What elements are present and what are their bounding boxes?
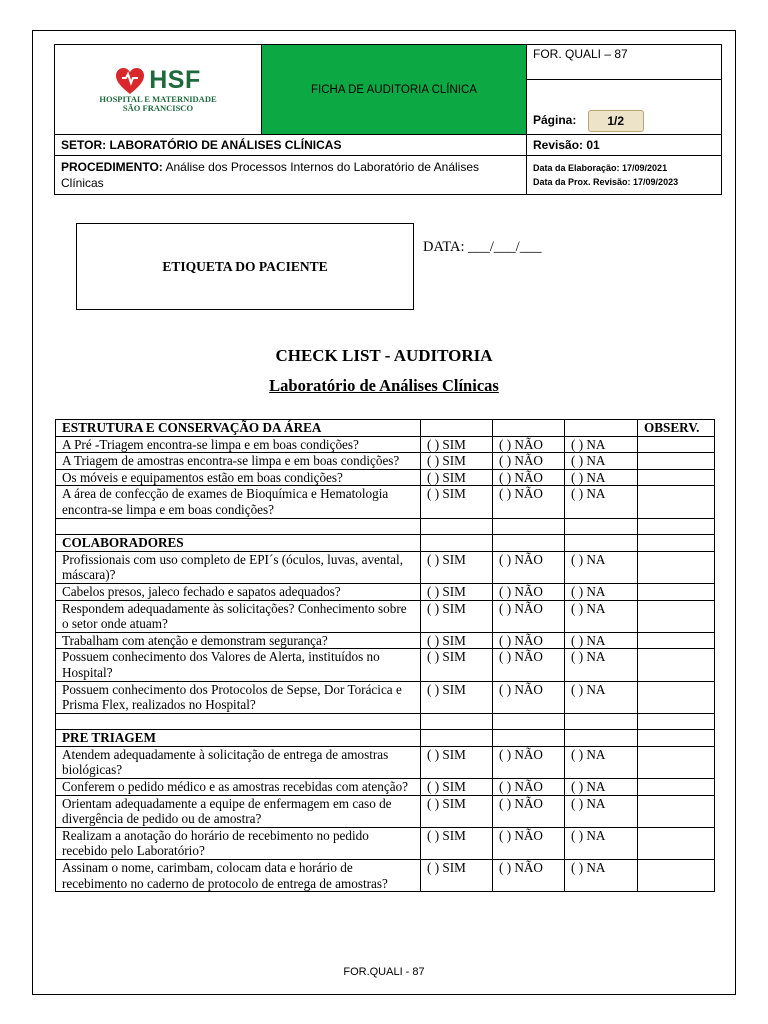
section-blank-cell (421, 420, 493, 437)
logo-cell (55, 45, 262, 135)
checklist-row (56, 827, 715, 859)
option-sim[interactable]: ( ) SIM (421, 436, 493, 453)
dates-cell (527, 156, 722, 195)
section-blank-cell (493, 420, 565, 437)
option-na[interactable]: ( ) NA (565, 436, 638, 453)
spacer-cell (638, 518, 715, 535)
option-na[interactable]: ( ) NA (565, 827, 638, 859)
checklist-row (56, 860, 715, 892)
option-na[interactable]: ( ) NA (565, 681, 638, 713)
option-nao[interactable]: ( ) NÃO (493, 469, 565, 486)
checklist-question: Os móveis e equipamentos estão em boas condições? (56, 469, 421, 486)
sector-cell: SETOR: LABORATÓRIO DE ANÁLISES CLÍNICAS (55, 135, 527, 156)
section-blank-cell (421, 535, 493, 552)
option-sim[interactable]: ( ) SIM (421, 551, 493, 583)
option-na[interactable]: ( ) NA (565, 649, 638, 681)
option-nao[interactable]: ( ) NÃO (493, 681, 565, 713)
option-na[interactable]: ( ) NA (565, 486, 638, 518)
spacer-cell (421, 713, 493, 730)
checklist-row (56, 649, 715, 681)
checklist-question: A Triagem de amostras encontra-se limpa e em boas condições? (56, 453, 421, 470)
checklist-question: Possuem conhecimento dos Valores de Alerta, instituídos no Hospital? (56, 649, 421, 681)
option-sim[interactable]: ( ) SIM (421, 583, 493, 600)
option-na[interactable]: ( ) NA (565, 469, 638, 486)
option-na[interactable]: ( ) NA (565, 583, 638, 600)
option-na[interactable]: ( ) NA (565, 746, 638, 778)
option-nao[interactable]: ( ) NÃO (493, 551, 565, 583)
checklist-question: Possuem conhecimento dos Protocolos de Sepse, Dor Torácica e Prisma Flex, realizados no Hospital? (56, 681, 421, 713)
checklist-row (56, 436, 715, 453)
section-title: COLABORADORES (56, 535, 421, 552)
checklist-question: Assinam o nome, carimbam, colocam data e horário de recebimento no caderno de protocolo de entrega de amostras? (56, 860, 421, 892)
section-blank-cell (493, 730, 565, 747)
procedure-label: PROCEDIMENTO: (61, 160, 163, 174)
option-sim[interactable]: ( ) SIM (421, 632, 493, 649)
spacer-row (56, 518, 715, 535)
spacer-row (56, 713, 715, 730)
observ-cell[interactable] (638, 649, 715, 681)
checklist-row (56, 681, 715, 713)
footer-code: FOR.QUALI - 87 (343, 966, 425, 978)
option-nao[interactable]: ( ) NÃO (493, 746, 565, 778)
checklist-row (56, 779, 715, 796)
checklist-question: A área de confecção de exames de Bioquímica e Hematologia encontra-se limpa e em boas condições? (56, 486, 421, 518)
option-na[interactable]: ( ) NA (565, 600, 638, 632)
section-blank-cell (493, 535, 565, 552)
observ-cell[interactable] (638, 681, 715, 713)
observ-cell[interactable] (638, 827, 715, 859)
option-sim[interactable]: ( ) SIM (421, 860, 493, 892)
form-code: FOR. QUALI – 87 (527, 45, 722, 80)
checklist-row (56, 746, 715, 778)
option-na[interactable]: ( ) NA (565, 632, 638, 649)
observ-cell[interactable] (638, 600, 715, 632)
checklist-question: A Pré -Triagem encontra-se limpa e em boas condições? (56, 436, 421, 453)
spacer-cell (56, 713, 421, 730)
observ-cell[interactable] (638, 746, 715, 778)
checklist-question: Conferem o pedido médico e as amostras recebidas com atenção? (56, 779, 421, 796)
option-sim[interactable]: ( ) SIM (421, 486, 493, 518)
checklist-question: Atendem adequadamente à solicitação de entrega de amostras biológicas? (56, 746, 421, 778)
option-nao[interactable]: ( ) NÃO (493, 860, 565, 892)
section-blank-cell (638, 535, 715, 552)
observ-header: OBSERV. (638, 420, 715, 437)
option-nao[interactable]: ( ) NÃO (493, 600, 565, 632)
observ-cell[interactable] (638, 486, 715, 518)
spacer-cell (565, 518, 638, 535)
option-sim[interactable]: ( ) SIM (421, 600, 493, 632)
checklist-question: Profissionais com uso completo de EPI´s (óculos, luvas, avental, máscara)? (56, 551, 421, 583)
date-field[interactable]: DATA: ___/___/___ (423, 239, 542, 255)
checklist-question: Trabalham com atenção e demonstram segurança? (56, 632, 421, 649)
option-nao[interactable]: ( ) NÃO (493, 632, 565, 649)
page-cell (527, 80, 722, 135)
section-title: ESTRUTURA E CONSERVAÇÃO DA ÁREA (56, 420, 421, 437)
spacer-cell (421, 518, 493, 535)
form-title: FICHA DE AUDITORIA CLÍNICA (262, 45, 527, 135)
next-revision-date: Data da Prox. Revisão: 17/09/2023 (533, 177, 679, 187)
observ-cell[interactable] (638, 453, 715, 470)
option-nao[interactable]: ( ) NÃO (493, 436, 565, 453)
section-header-row (56, 535, 715, 552)
option-sim[interactable]: ( ) SIM (421, 469, 493, 486)
option-nao[interactable]: ( ) NÃO (493, 583, 565, 600)
section-blank-cell (565, 420, 638, 437)
elaboration-date: Data da Elaboração: 17/09/2021 (533, 163, 668, 173)
section-blank-cell (421, 730, 493, 747)
spacer-cell (638, 713, 715, 730)
option-na[interactable]: ( ) NA (565, 551, 638, 583)
option-nao[interactable]: ( ) NÃO (493, 453, 565, 470)
section-blank-cell (638, 730, 715, 747)
form-header (54, 44, 722, 195)
observ-cell[interactable] (638, 436, 715, 453)
spacer-cell (565, 713, 638, 730)
option-nao[interactable]: ( ) NÃO (493, 486, 565, 518)
page-label: Página: (533, 113, 577, 128)
logo-subtitle-1: HOSPITAL E MATERNIDADE (99, 94, 217, 104)
option-sim[interactable]: ( ) SIM (421, 746, 493, 778)
checklist-title: CHECK LIST - AUDITORIA (275, 346, 493, 365)
option-nao[interactable]: ( ) NÃO (493, 827, 565, 859)
section-header-row (56, 420, 715, 437)
heart-icon (115, 67, 145, 95)
observ-cell[interactable] (638, 860, 715, 892)
patient-label-box: ETIQUETA DO PACIENTE (76, 223, 414, 310)
section-blank-cell (565, 535, 638, 552)
procedure-text: Análise dos Processos Internos do Laboratório de Análises Clínicas (61, 160, 479, 190)
option-sim[interactable]: ( ) SIM (421, 795, 493, 827)
checklist-row (56, 632, 715, 649)
observ-cell[interactable] (638, 779, 715, 796)
checklist-row (56, 600, 715, 632)
option-sim[interactable]: ( ) SIM (421, 681, 493, 713)
checklist-question: Respondem adequadamente às solicitações? Conhecimento sobre o setor onde atuam? (56, 600, 421, 632)
option-nao[interactable]: ( ) NÃO (493, 795, 565, 827)
option-sim[interactable]: ( ) SIM (421, 649, 493, 681)
option-na[interactable]: ( ) NA (565, 453, 638, 470)
observ-cell[interactable] (638, 583, 715, 600)
checklist-row (56, 795, 715, 827)
option-na[interactable]: ( ) NA (565, 860, 638, 892)
checklist-row (56, 486, 715, 518)
checklist-question: Cabelos presos, jaleco fechado e sapatos adequados? (56, 583, 421, 600)
checklist-subtitle: Laboratório de Análises Clínicas (269, 376, 499, 395)
hsf-logo (99, 66, 216, 113)
option-nao[interactable]: ( ) NÃO (493, 649, 565, 681)
observ-cell[interactable] (638, 469, 715, 486)
section-blank-cell (565, 730, 638, 747)
option-na[interactable]: ( ) NA (565, 795, 638, 827)
option-sim[interactable]: ( ) SIM (421, 453, 493, 470)
option-na[interactable]: ( ) NA (565, 779, 638, 796)
procedure-cell (55, 156, 527, 195)
section-title: PRE TRIAGEM (56, 730, 421, 747)
logo-subtitle-2: SÃO FRANCISCO (122, 103, 194, 113)
section-header-row (56, 730, 715, 747)
checklist-row (56, 453, 715, 470)
observ-cell[interactable] (638, 551, 715, 583)
checklist-table (55, 419, 715, 892)
checklist-question: Realizam a anotação do horário de recebimento no pedido recebido pelo Laboratório? (56, 827, 421, 859)
logo-text: HSF (149, 66, 201, 94)
option-nao[interactable]: ( ) NÃO (493, 779, 565, 796)
spacer-cell (493, 713, 565, 730)
checklist-row (56, 551, 715, 583)
checklist-row (56, 583, 715, 600)
option-sim[interactable]: ( ) SIM (421, 827, 493, 859)
page-number-badge: 1/2 (588, 110, 644, 132)
spacer-cell (493, 518, 565, 535)
observ-cell[interactable] (638, 795, 715, 827)
option-sim[interactable]: ( ) SIM (421, 779, 493, 796)
spacer-cell (56, 518, 421, 535)
checklist-question: Orientam adequadamente a equipe de enfermagem em caso de divergência de pedido ou de amostra? (56, 795, 421, 827)
observ-cell[interactable] (638, 632, 715, 649)
checklist-row (56, 469, 715, 486)
revision-cell: Revisão: 01 (527, 135, 722, 156)
